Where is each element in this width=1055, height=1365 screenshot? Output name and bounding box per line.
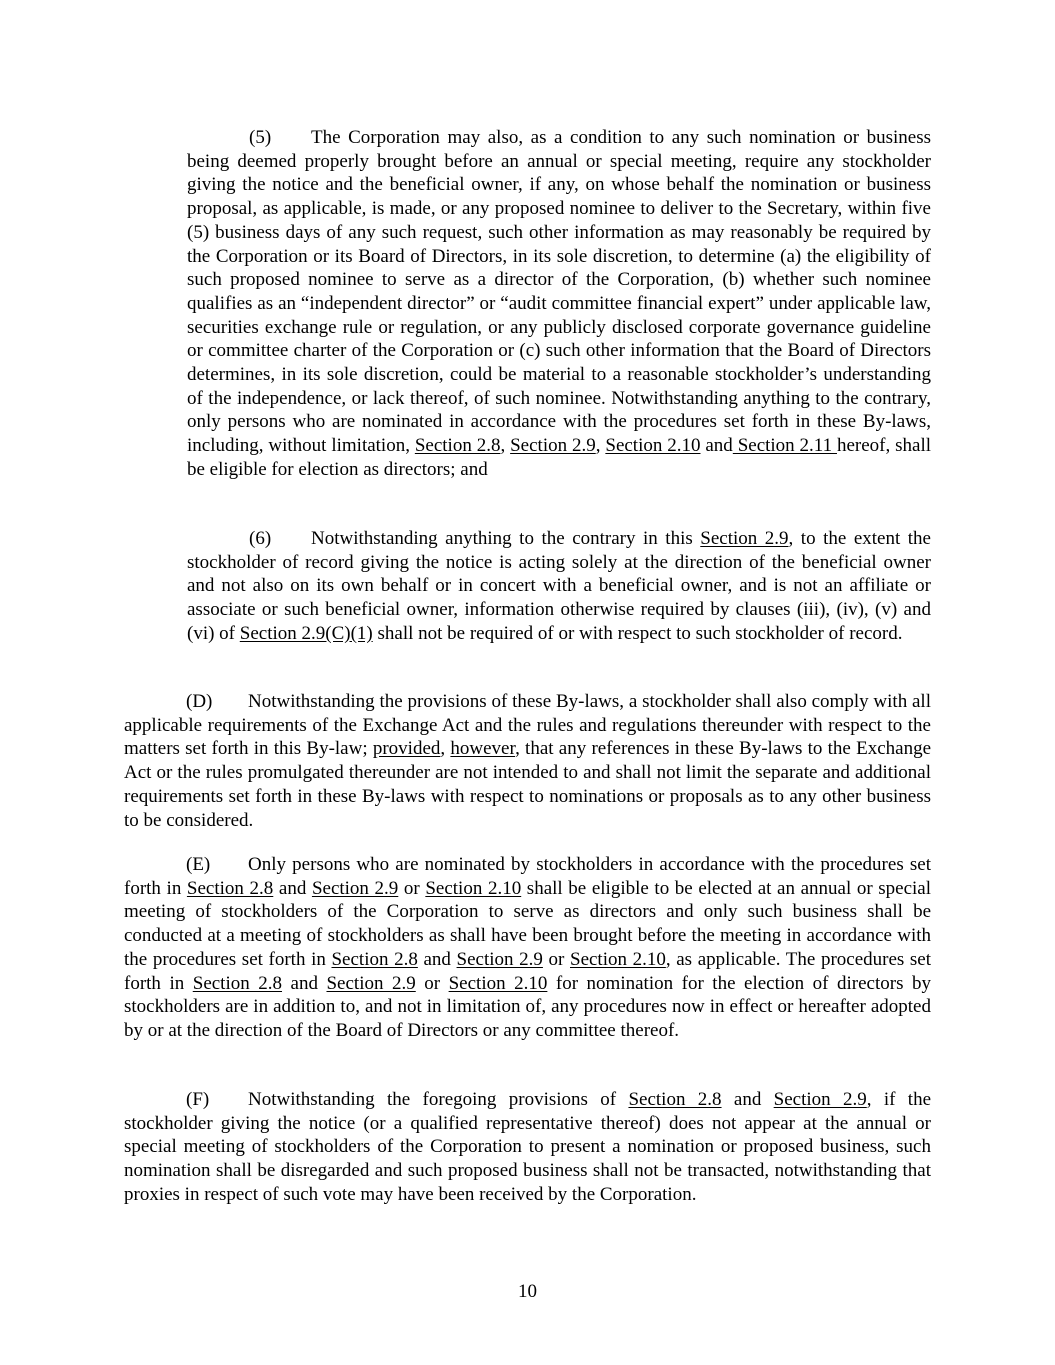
emphasis-term: however — [450, 738, 516, 760]
paragraph-5-label: (5) — [249, 127, 272, 148]
emphasis-term: provided — [372, 738, 441, 760]
paragraph-5: (5) The Corporation may also, as a condition to any such nomination or business being deemed properly brought before an annual or special meeting, require any stockholder giving the notice and the beneficial owner, if any, on whose behalf the nomination or business proposal, as applicable, is made, or any proposed nominee to deliver to the Secretary, within five (5) business days of any such request, such other information as may reasonably be required by the Corporation or its Board of Directors, in its sole discretion, to determine (a) the eligibility of such proposed nominee to serve as a director of the Corporation, (b) whether such nominee qualifies as an “independent director” or “audit committee financial expert” under applicable law, securities exchange rule or regulation, or any publicly disclosed corporate governance guideline or committee charter of the Corporation or (c) such other information that the Board of Directors determines, in its sole discretion, could be material to a reasonable stockholder’s understanding of the independence, or lack thereof, of such nominee. Notwithstanding anything to the contrary, only persons who are nominated in accordance with the procedures set forth in these By-laws, including, without limitation, Section 2.8, Section 2.9, Section 2.10 and Section 2.11 hereof, shall be eligible for election as directors; and — [187, 127, 932, 480]
paragraph-f: (F) Notwithstanding the foregoing provisions of Section 2.8 and Section 2.9, if the stockholder giving the notice (or a qualified representative thereof) does not appear at the annual or special meeting of stockholders of the Corporation to present a nomination or proposed business, such nomination shall be disregarded and such proposed business shall not be transacted, notwithstanding that proxies in respect of such vote may have been received by the Corporation. — [124, 1089, 932, 1205]
page-number: 10 — [518, 1281, 537, 1302]
section-reference: Section 2.9 — [773, 1089, 867, 1110]
section-reference: Section 2.8 — [192, 972, 283, 994]
section-reference: Section 2.9 — [510, 435, 596, 457]
section-reference: Section 2.9 — [700, 528, 789, 549]
section-reference: Section 2.8 — [414, 435, 501, 457]
section-reference: Section 2.10 — [448, 972, 548, 994]
paragraph-e-label: (E) — [186, 854, 211, 875]
section-reference: Section 2.9 — [326, 972, 416, 994]
paragraph-f-label: (F) — [186, 1089, 210, 1110]
section-reference: Section 2.11 — [732, 435, 837, 457]
paragraph-6-label: (6) — [249, 528, 272, 549]
paragraph-d-label: (D) — [186, 691, 213, 712]
paragraph-d: (D) Notwithstanding the provisions of these By-laws, a stockholder shall also comply with all applicable requirements of the Exchange Act and the rules and regulations thereunder with respect to the matters set forth in this By-law; provided, however, that any references in these By-laws to the Exchange Act or the rules promulgated thereunder are not intended to and shall not limit the separate and additional requirements set forth in these By-laws with respect to nominations or proposals as to any other business to be considered. — [124, 691, 931, 831]
section-reference: Section 2.10 — [605, 435, 701, 457]
paragraph-e: (E) Only persons who are nominated by stockholders in accordance with the procedures set forth in Section 2.8 and Section 2.9 or Section 2.10 shall be eligible to be elected at an annual or special meeting of stockholders of the Corporation to serve as directors and only such business shall be conducted at a meeting of stockholders as shall have been brought before the meeting in accordance with the procedures set forth in Section 2.8 and Section 2.9 or Section 2.10, as applicable. The procedures set forth in Section 2.8 and Section 2.9 or Section 2.10 for nomination for the election of directors by stockholders are in addition to, and not in limitation of, any procedures now in effect or hereafter adopted by or at the direction of the Board of Directors or any committee thereof. — [124, 854, 932, 1041]
section-reference: Section 2.10 — [570, 948, 666, 970]
section-reference: Section 2.10 — [425, 877, 522, 899]
section-reference: Section 2.8 — [628, 1089, 722, 1110]
section-reference: Section 2.8 — [186, 877, 274, 899]
section-reference: Section 2.9 — [311, 877, 399, 899]
section-reference: Section 2.9 — [456, 948, 543, 970]
paragraph-6: (6) Notwithstanding anything to the contrary in this Section 2.9, to the extent the stockholder of record giving the notice is acting solely at the direction of the beneficial owner and not also on its own behalf or in concert with a beneficial owner, and is not an affiliate or associate or such beneficial owner, information otherwise required by clauses (iii), (iv), (v) and (vi) of Section 2.9(C)(1) shall not be required of or with respect to such stockholder of record. — [187, 528, 931, 644]
section-reference: Section 2.8 — [331, 948, 418, 970]
section-reference: Section 2.9(C)(1) — [239, 622, 373, 644]
